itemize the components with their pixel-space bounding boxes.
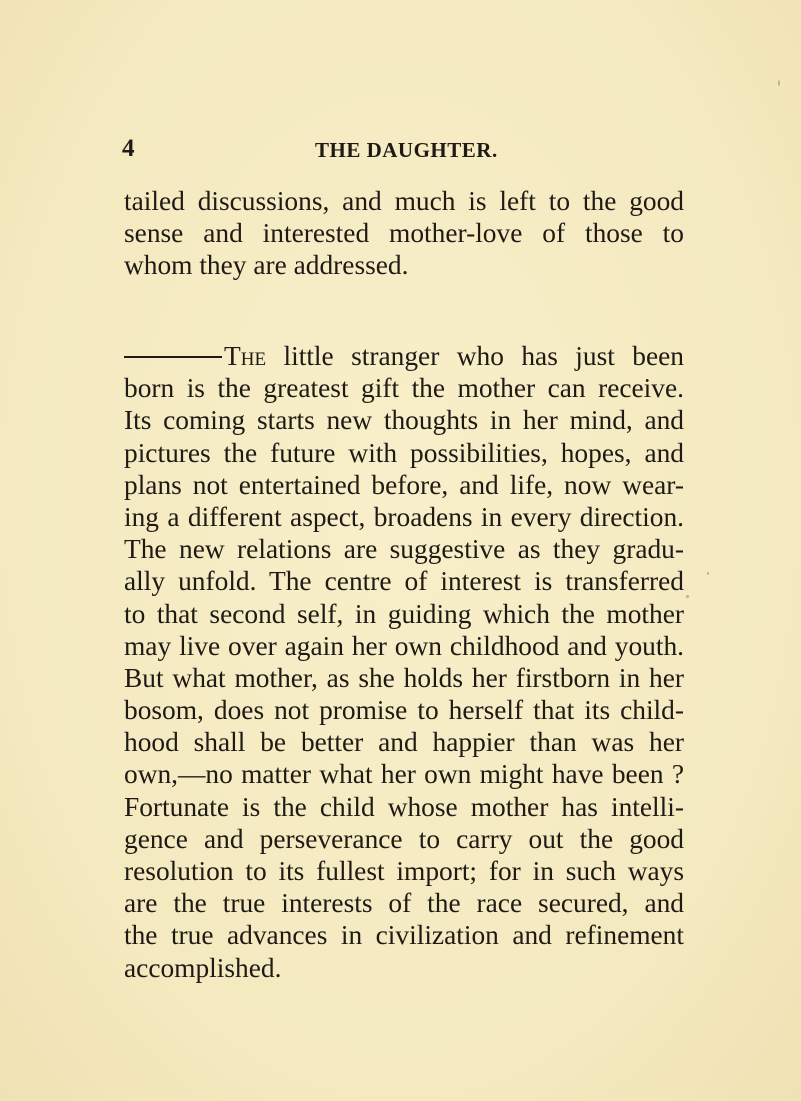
text-line: Fortunate is the child whose mother has intelli- — [124, 791, 684, 822]
page-header — [122, 135, 682, 171]
text-line: plans not entertained before, and life, now wear- — [124, 469, 684, 500]
text-line: bosom, does not promise to herself that its child- — [124, 695, 684, 726]
text-line: tailed discussions, and much is left to the good — [124, 186, 684, 216]
text-line-first — [124, 340, 684, 372]
text-line: ally unfold. The centre of interest is transferred — [124, 566, 684, 597]
text-line: But what mother, as she holds her firstborn in her — [124, 662, 684, 693]
text-line: The new relations are suggestive as they gradu- — [124, 534, 684, 565]
em-dash-rule — [124, 356, 222, 358]
text-line: to that second self, in guiding which the mother — [124, 598, 684, 629]
text-line: ing a different aspect, broadens in every direction. — [124, 501, 684, 532]
text-line: the true advances in civilization and refinement — [124, 920, 684, 951]
text-line: are the true interests of the race secured, and — [124, 888, 684, 919]
text-line: may live over again her own childhood and youth. — [124, 630, 684, 661]
text-line: hood shall be better and happier than was her — [124, 727, 684, 758]
paper-speck — [686, 595, 689, 598]
running-head: THE DAUGHTER. — [315, 138, 498, 162]
paragraph-2 — [124, 340, 684, 984]
text-line: pictures the future with possibilities, hopes, and — [124, 437, 684, 468]
text-line: resolution to its fullest import; for in such ways — [124, 856, 684, 886]
text-line: own,—no matter what her own might have been ? — [124, 759, 684, 790]
text-line: sense and interested mother-love of those to — [124, 218, 684, 249]
paper-speck — [778, 80, 780, 86]
first-line-rest: little stranger who has just been — [266, 341, 684, 371]
text-line: accomplished. — [124, 952, 282, 983]
text-line: whom they are addressed. — [124, 250, 409, 281]
text-line: born is the greatest gift the mother can receive. — [124, 373, 684, 404]
text-line: gence and perseverance to carry out the good — [124, 823, 684, 854]
paper-speck — [707, 572, 709, 575]
text-line: Its coming starts new thoughts in her mind, and — [124, 405, 684, 436]
lead-word: The — [224, 341, 267, 371]
page-number: 4 — [122, 135, 135, 162]
paragraph-1 — [124, 185, 684, 282]
